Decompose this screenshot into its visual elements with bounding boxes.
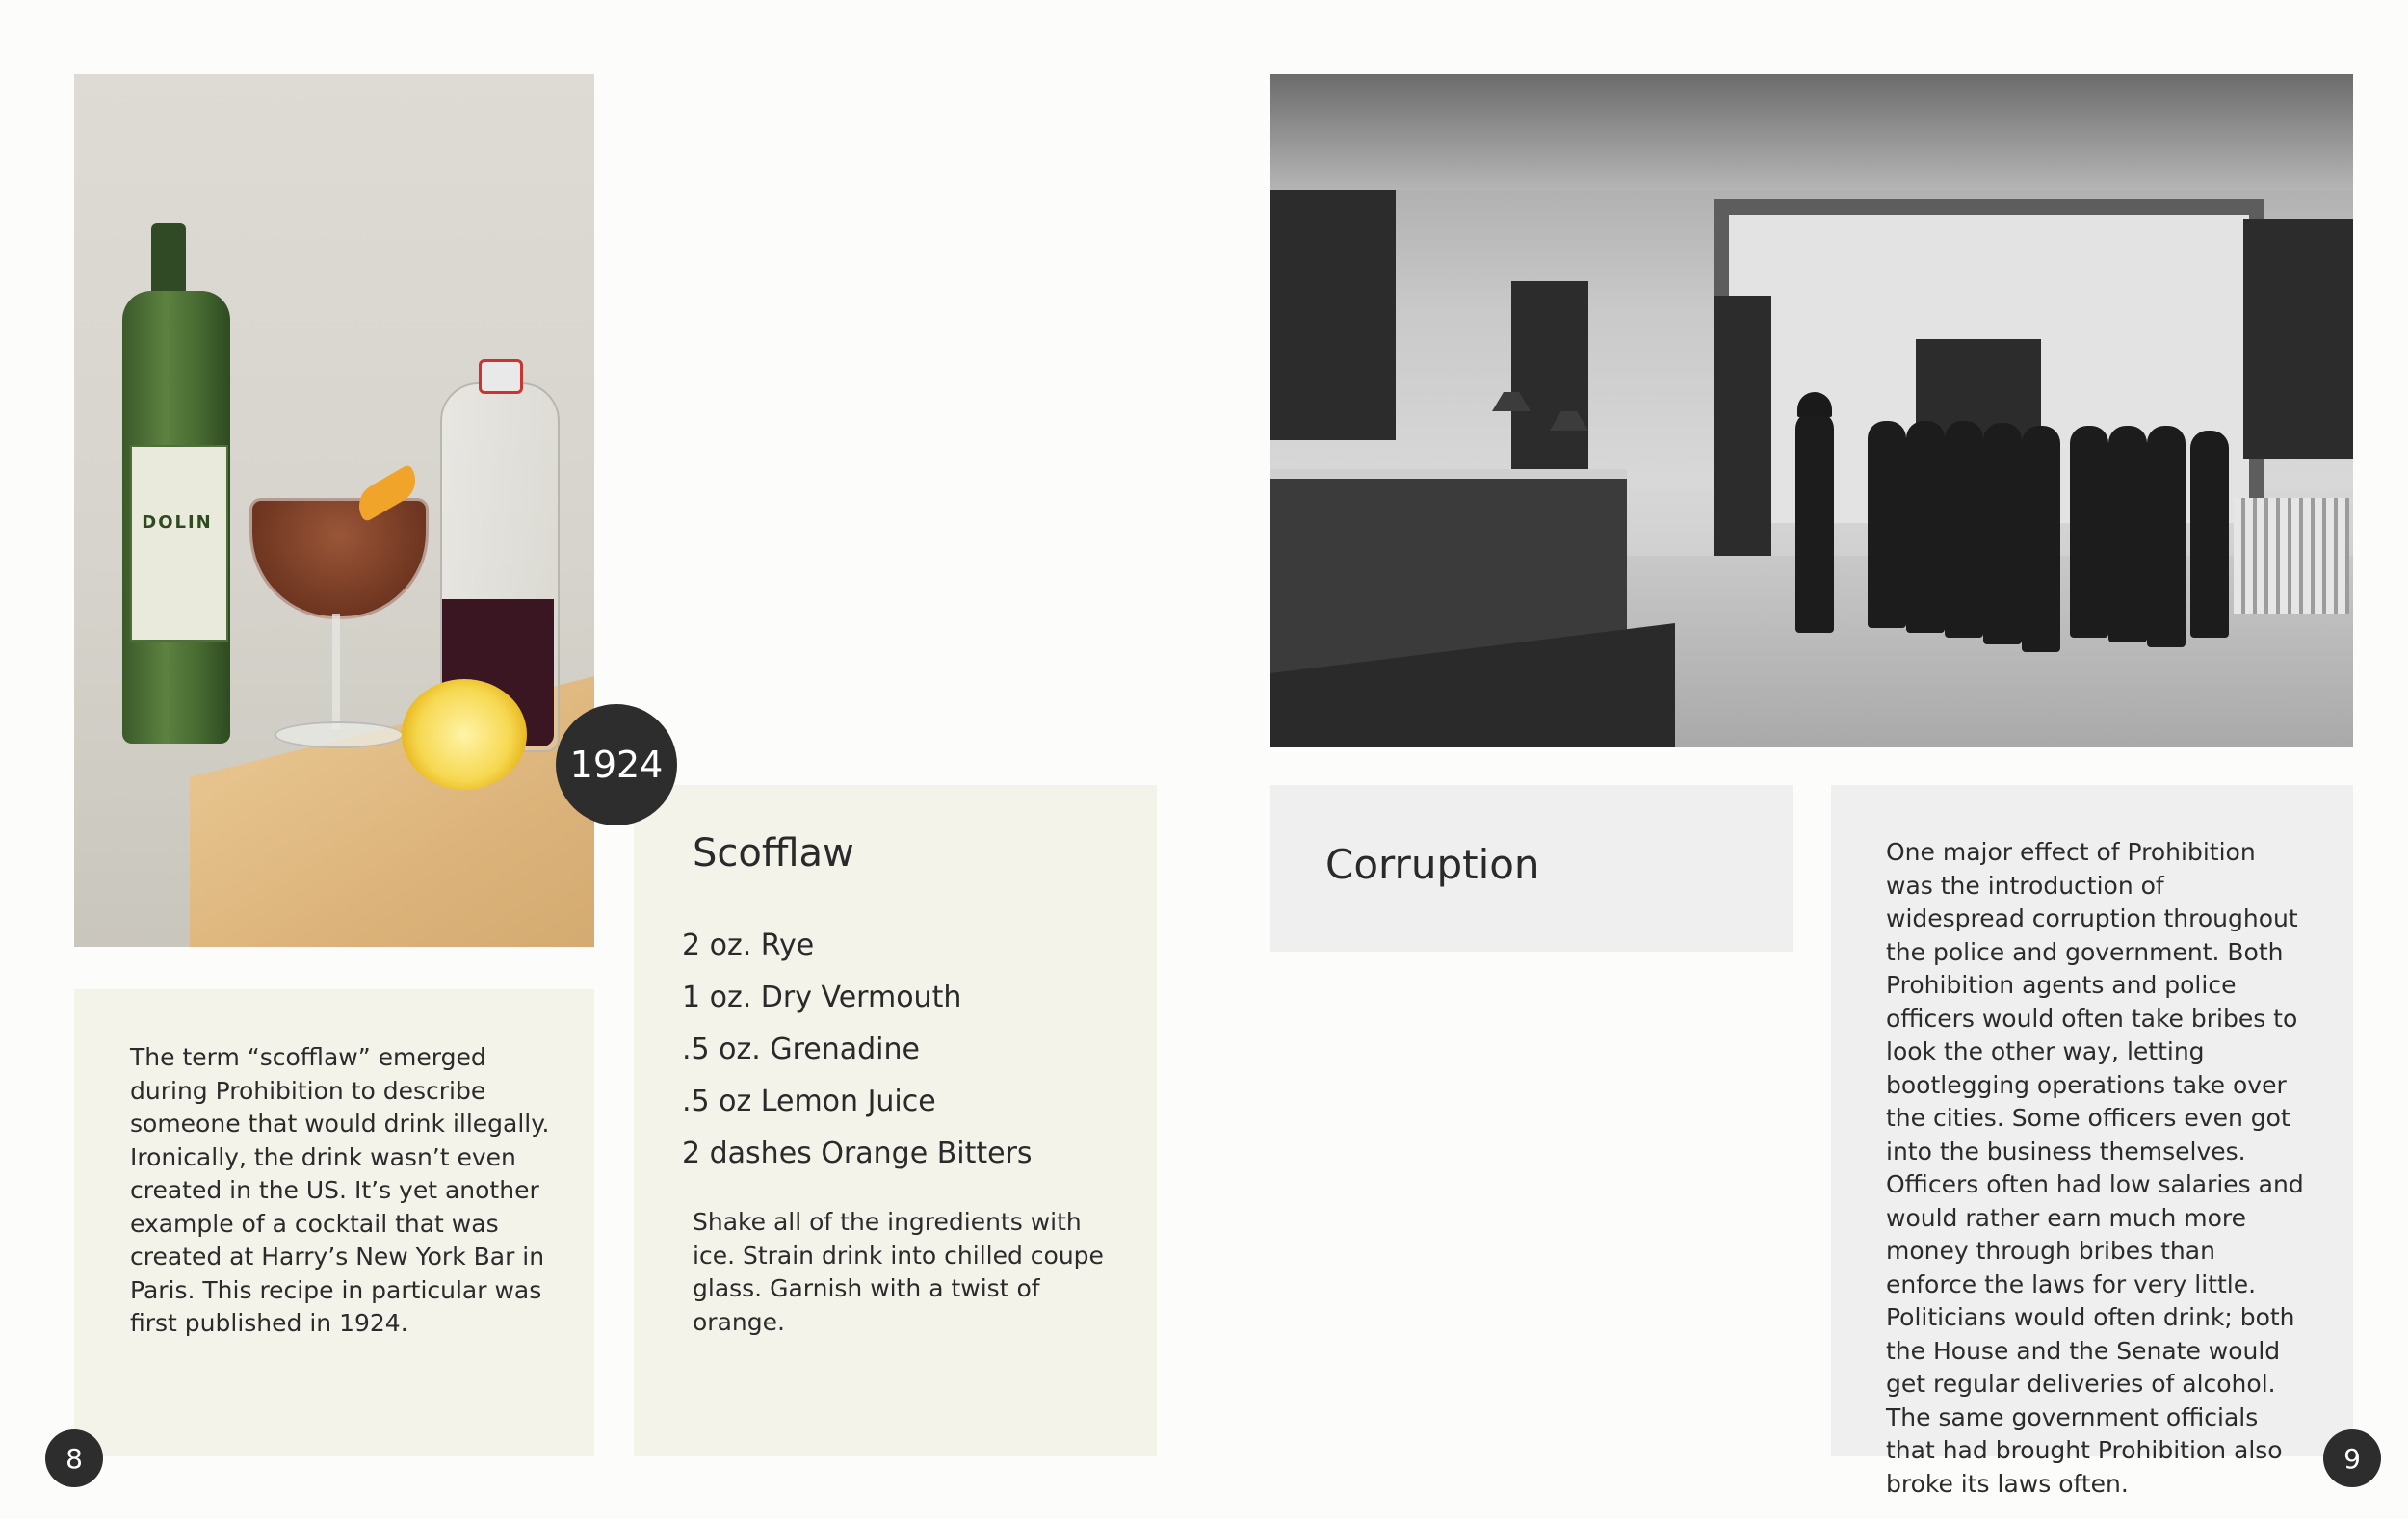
cocktail-photo bbox=[74, 74, 594, 947]
officer-figure bbox=[2108, 426, 2147, 642]
ingredient-item: 2 oz. Rye bbox=[682, 929, 815, 962]
ingredient-item: 1 oz. Dry Vermouth bbox=[682, 981, 962, 1014]
coupe-foot bbox=[275, 721, 404, 748]
recipe-title: Scofflaw bbox=[693, 831, 854, 876]
officer-figure bbox=[2022, 426, 2060, 652]
door-center bbox=[1714, 296, 1771, 585]
swing-top-cap bbox=[479, 359, 523, 394]
page-number-right: 9 bbox=[2323, 1429, 2381, 1487]
vermouth-label bbox=[130, 445, 228, 642]
officer-figure bbox=[1868, 421, 1906, 628]
ingredient-item: .5 oz Lemon Juice bbox=[682, 1085, 936, 1118]
ingredient-item: .5 oz. Grenadine bbox=[682, 1033, 920, 1066]
coupe-glass bbox=[249, 498, 429, 619]
lemon-half bbox=[402, 679, 527, 790]
corruption-paragraph: One major effect of Prohibition was the introduction of widespread corruption throughout the police and government. Both Prohibition agents and police officers would often take bribes to look the other way, letting bootlegging operations take over the cities. Some officers even got into the business themselves. Officers often had low salaries and would rather earn much more money through bribes than enforce the laws for very little. Politicians would often drink; both the House and the Senate would get regular deliveries of alcohol. The same government officials that had brought Prohibition also broke its laws often. bbox=[1886, 838, 2304, 1498]
window-right bbox=[2243, 219, 2353, 459]
vermouth-label-text: DOLIN bbox=[142, 512, 213, 533]
coupe-stem bbox=[332, 614, 340, 729]
recipe-method: Shake all of the ingredients with ice. Strain drink into chilled coupe glass. Garnish with a twist of orange. bbox=[693, 1208, 1104, 1336]
window-left bbox=[1270, 190, 1396, 440]
vermouth-bottle-neck bbox=[151, 223, 186, 301]
officer-figure bbox=[1983, 423, 2022, 644]
radiator bbox=[2234, 498, 2349, 614]
police-station-photo bbox=[1270, 74, 2353, 747]
ingredient-list bbox=[682, 920, 1033, 1180]
officer-figure bbox=[1906, 421, 1945, 633]
ingredient-item: 2 dashes Orange Bitters bbox=[682, 1137, 1033, 1170]
intro-paragraph: The term “scofflaw” emerged during Prohibition to describe someone that would drink illegally. Ironically, the drink wasn’t even created in the US. It’s yet another example of a cocktail that was created at Harry’s New York Bar in Paris. This recipe in particular was first published in 1924. bbox=[130, 1043, 550, 1337]
officer-figure bbox=[2190, 431, 2229, 638]
ceiling bbox=[1270, 74, 2353, 190]
officer-figure bbox=[1795, 411, 1834, 633]
page-number-left: 8 bbox=[45, 1429, 103, 1487]
officer-figure bbox=[2147, 426, 2186, 647]
section-title: Corruption bbox=[1325, 841, 1540, 888]
officer-figure bbox=[2070, 426, 2108, 638]
officer-figure bbox=[1945, 421, 1983, 638]
year-badge: 1924 bbox=[556, 704, 677, 825]
